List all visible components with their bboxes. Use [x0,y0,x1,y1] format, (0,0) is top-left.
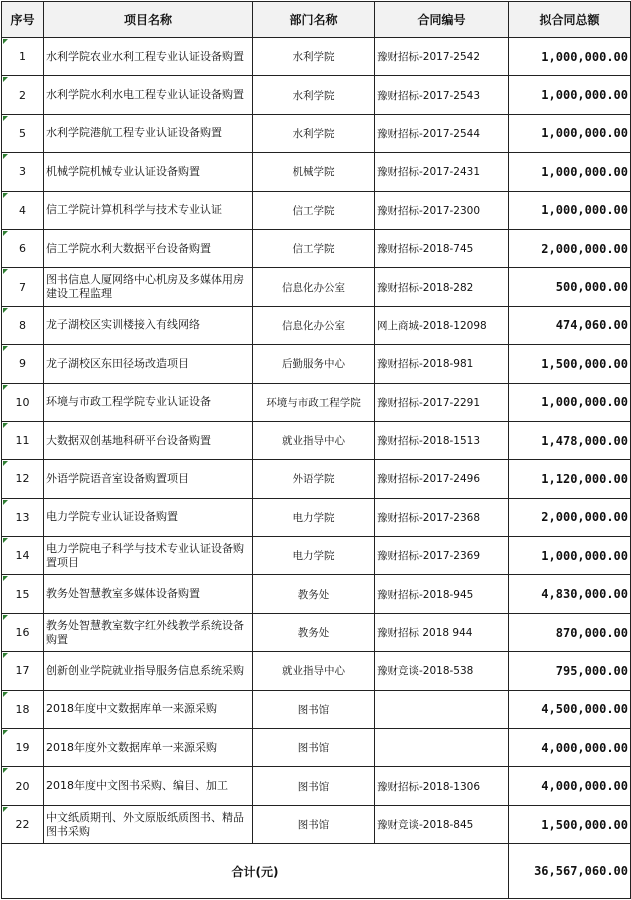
row-seq: 5 [2,114,44,152]
table-row [2,76,631,114]
row-amount: 1,000,000.00 [509,114,631,152]
row-seq: 18 [2,690,44,728]
row-amount: 1,000,000.00 [509,383,631,421]
row-item-name: 水利学院农业水利工程专业认证设备购置 [44,38,253,76]
row-item-name: 龙子湖校区实训楼接入有线网络 [44,306,253,344]
header-amount: 拟合同总额 [509,2,631,38]
row-seq: 10 [2,383,44,421]
row-item-name: 电力学院电子科学与技术专业认证设备购置项目 [44,537,253,575]
row-amount: 4,000,000.00 [509,767,631,805]
row-amount: 474,060.00 [509,306,631,344]
row-contract-number: 豫财招标-2017-2544 [375,114,509,152]
row-item-name: 2018年度外文数据库单一来源采购 [44,729,253,767]
row-seq: 6 [2,229,44,267]
row-amount: 795,000.00 [509,652,631,690]
row-amount: 1,120,000.00 [509,460,631,498]
table-row [2,652,631,690]
row-item-name: 机械学院机械专业认证设备购置 [44,153,253,191]
table-row [2,421,631,459]
table-row [2,805,631,843]
row-contract-number [375,690,509,728]
row-amount: 4,500,000.00 [509,690,631,728]
row-amount: 1,500,000.00 [509,805,631,843]
row-dept-name: 信工学院 [253,191,375,229]
row-item-name: 电力学院专业认证设备购置 [44,498,253,536]
table-row [2,767,631,805]
row-item-name: 大数据双创基地科研平台设备购置 [44,421,253,459]
row-contract-number: 豫财招标-2018-945 [375,575,509,613]
table-row [2,498,631,536]
row-contract-number [375,729,509,767]
table-row [2,114,631,152]
row-seq: 1 [2,38,44,76]
table-row [2,460,631,498]
row-contract-number: 豫财招标-2017-2369 [375,537,509,575]
row-contract-number: 豫财招标-2018-745 [375,229,509,267]
table-row [2,153,631,191]
table-row [2,537,631,575]
row-dept-name: 图书馆 [253,805,375,843]
row-amount: 870,000.00 [509,613,631,651]
row-seq: 2 [2,76,44,114]
row-dept-name: 机械学院 [253,153,375,191]
row-seq: 3 [2,153,44,191]
row-contract-number: 豫财招标-2017-2300 [375,191,509,229]
row-seq: 14 [2,537,44,575]
row-dept-name: 水利学院 [253,114,375,152]
row-seq: 20 [2,767,44,805]
row-dept-name: 信息化办公室 [253,268,375,306]
row-item-name: 教务处智慧教室数字红外线教学系统设备购置 [44,613,253,651]
row-item-name: 龙子湖校区东田径场改造项目 [44,345,253,383]
row-contract-number: 豫财竞谈-2018-845 [375,805,509,843]
row-contract-number: 豫财招标-2017-2291 [375,383,509,421]
table-row [2,229,631,267]
row-dept-name: 电力学院 [253,498,375,536]
row-amount: 2,000,000.00 [509,229,631,267]
row-contract-number: 豫财招标-2018-282 [375,268,509,306]
row-amount: 1,500,000.00 [509,345,631,383]
row-dept-name: 外语学院 [253,460,375,498]
table-row [2,613,631,651]
row-item-name: 外语学院语音室设备购置项目 [44,460,253,498]
table-body [2,38,631,844]
row-amount: 1,000,000.00 [509,76,631,114]
row-item-name: 信工学院水利大数据平台设备购置 [44,229,253,267]
row-contract-number: 豫财招标-2017-2496 [375,460,509,498]
row-contract-number: 豫财招标 2018 944 [375,613,509,651]
row-item-name: 水利学院水利水电工程专业认证设备购置 [44,76,253,114]
row-dept-name: 信息化办公室 [253,306,375,344]
row-seq: 9 [2,345,44,383]
row-item-name: 信工学院计算机科学与技术专业认证 [44,191,253,229]
row-dept-name: 后勤服务中心 [253,345,375,383]
row-dept-name: 水利学院 [253,38,375,76]
row-item-name: 水利学院港航工程专业认证设备购置 [44,114,253,152]
row-seq: 15 [2,575,44,613]
row-seq: 19 [2,729,44,767]
table-row [2,575,631,613]
row-dept-name: 就业指导中心 [253,652,375,690]
row-dept-name: 水利学院 [253,76,375,114]
row-item-name: 图书信息人厦网络中心机房及多媒体用房建设工程监理 [44,268,253,306]
row-contract-number: 豫财招标-2018-1306 [375,767,509,805]
row-contract-number: 豫财招标-2018-981 [375,345,509,383]
row-dept-name: 教务处 [253,613,375,651]
row-dept-name: 电力学院 [253,537,375,575]
row-amount: 4,830,000.00 [509,575,631,613]
row-contract-number: 豫财招标-2017-2431 [375,153,509,191]
table-row [2,191,631,229]
row-seq: 8 [2,306,44,344]
row-item-name: 教务处智慧教室多媒体设备购置 [44,575,253,613]
row-contract-number: 豫财竞谈-2018-538 [375,652,509,690]
row-contract-number: 豫财招标-2017-2368 [375,498,509,536]
table-row [2,383,631,421]
row-item-name: 2018年度中文数据库单一来源采购 [44,690,253,728]
row-dept-name: 信工学院 [253,229,375,267]
table-row [2,306,631,344]
table-footer [2,844,631,899]
row-dept-name: 图书馆 [253,767,375,805]
header-dept: 部门名称 [253,2,375,38]
row-contract-number: 豫财招标-2018-1513 [375,421,509,459]
contract-table [1,1,631,899]
header-contract: 合同编号 [375,2,509,38]
row-amount: 2,000,000.00 [509,498,631,536]
row-item-name: 创新创业学院就业指导服务信息系统采购 [44,652,253,690]
row-dept-name: 就业指导中心 [253,421,375,459]
row-seq: 13 [2,498,44,536]
table-row [2,690,631,728]
row-seq: 11 [2,421,44,459]
total-value: 36,567,060.00 [509,844,631,899]
row-seq: 22 [2,805,44,843]
row-dept-name: 图书馆 [253,729,375,767]
row-seq: 4 [2,191,44,229]
row-contract-number: 豫财招标-2017-2543 [375,76,509,114]
table-row [2,729,631,767]
row-amount: 1,000,000.00 [509,537,631,575]
row-amount: 1,000,000.00 [509,191,631,229]
row-item-name: 环境与市政工程学院专业认证设备 [44,383,253,421]
row-item-name: 中文纸质期刊、外文原版纸质图书、精品图书采购 [44,805,253,843]
row-seq: 12 [2,460,44,498]
row-item-name: 2018年度中文图书采购、编目、加工 [44,767,253,805]
row-seq: 17 [2,652,44,690]
table-row [2,268,631,306]
header-row [2,2,631,38]
row-dept-name: 图书馆 [253,690,375,728]
table-header [2,2,631,38]
row-amount: 1,000,000.00 [509,38,631,76]
total-row [2,844,631,899]
row-amount: 4,000,000.00 [509,729,631,767]
table-row [2,38,631,76]
row-dept-name: 教务处 [253,575,375,613]
header-item: 项目名称 [44,2,253,38]
row-seq: 16 [2,613,44,651]
row-dept-name: 环境与市政工程学院 [253,383,375,421]
total-label: 合计(元) [2,844,509,899]
row-amount: 500,000.00 [509,268,631,306]
row-contract-number: 网上商城-2018-12098 [375,306,509,344]
row-seq: 7 [2,268,44,306]
table-row [2,345,631,383]
row-amount: 1,478,000.00 [509,421,631,459]
row-contract-number: 豫财招标-2017-2542 [375,38,509,76]
row-amount: 1,000,000.00 [509,153,631,191]
header-seq: 序号 [2,2,44,38]
